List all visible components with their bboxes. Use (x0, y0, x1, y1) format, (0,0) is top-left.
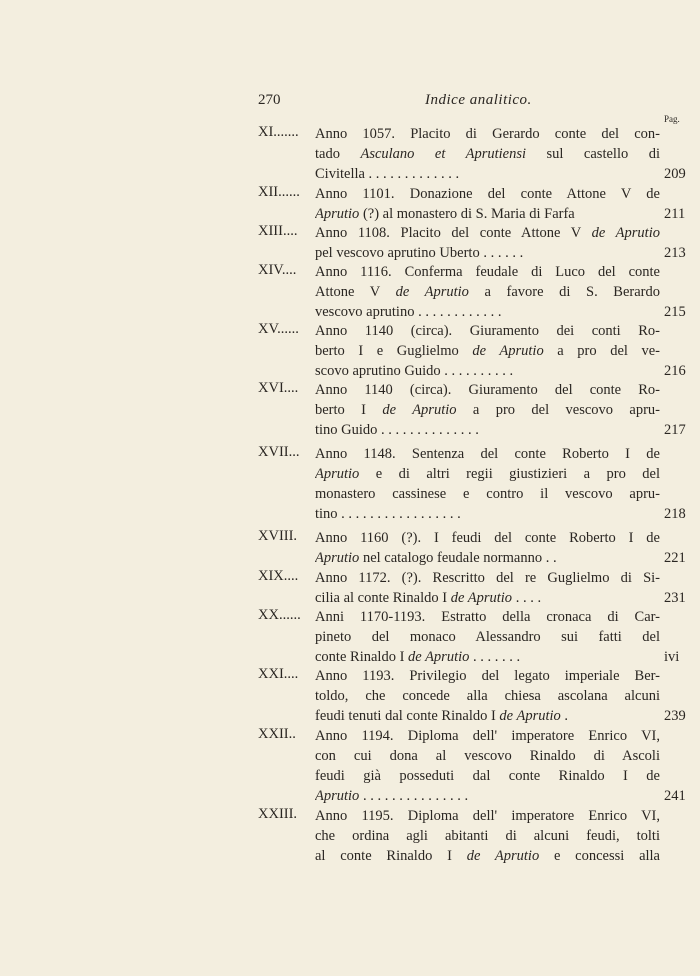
entry-text-line: Attone V de Aprutio a favore di S. Berardo (315, 284, 660, 300)
entry-page-ref: 213 (664, 245, 686, 261)
entry-text-line: tino Guido . . . . . . . . . . . . . . (315, 422, 479, 438)
entry-text-line: Anno 1101. Donazione del conte Attone V de (315, 186, 660, 202)
entry-text-line: Anni 1170-1193. Estratto della cronaca di Car- (315, 609, 660, 625)
entry-numeral: XIV.... (258, 262, 297, 278)
entry-text-line: Aprutio e di altri regii giustizieri a pro del (315, 466, 660, 482)
entry-page-ref: 239 (664, 708, 686, 724)
entry-numeral: XXIII. (258, 806, 298, 822)
entry-text-line: che ordina agli abitanti di alcuni feudi, tolti (315, 828, 660, 844)
entry-text-line: tado Asculano et Aprutiensi sul castello di (315, 146, 660, 162)
entry-numeral: XVI.... (258, 380, 299, 396)
entry-text-line: Civitella . . . . . . . . . . . . . (315, 166, 460, 182)
entry-numeral: XIX.... (258, 568, 299, 584)
entry-text-line: Anno 1193. Privilegio del legato imperiale Ber- (315, 668, 660, 684)
entry-text-line: feudi tenuti dal conte Rinaldo I de Aprutio . (315, 708, 569, 724)
entry-text-line: Anno 1140 (circa). Giuramento dei conti Ro- (315, 323, 660, 339)
entry-page-ref: 209 (664, 166, 686, 182)
entry-text-line: al conte Rinaldo I de Aprutio e concessi alla (315, 848, 660, 864)
entry-text-line: cilia al conte Rinaldo I de Aprutio . . . . (315, 590, 542, 606)
entry-numeral: XXI.... (258, 666, 299, 682)
entry-text-line: monastero cassinese e contro il vescovo apru- (315, 486, 660, 502)
entry-text-line: vescovo aprutino . . . . . . . . . . . . (315, 304, 502, 320)
entry-page-ref: ivi (664, 649, 680, 665)
entry-page-ref: 217 (664, 422, 686, 438)
entry-page-ref: 215 (664, 304, 686, 320)
entry-numeral: XXII.. (258, 726, 296, 742)
entry-numeral: XII...... (258, 184, 300, 200)
entry-page-ref: 221 (664, 550, 686, 566)
entry-text-line: Aprutio (?) al monastero di S. Maria di Farfa (315, 206, 575, 222)
entry-text-line: pel vescovo aprutino Uberto . . . . . . (315, 245, 524, 261)
entry-numeral: XX...... (258, 607, 301, 623)
entry-text-line: Anno 1194. Diploma dell' imperatore Enrico VI, (315, 728, 660, 744)
entry-text-line: pineto del monaco Alessandro sui fatti del (315, 629, 660, 645)
entry-numeral: XV...... (258, 321, 299, 337)
entry-text-line: Aprutio . . . . . . . . . . . . . . . (315, 788, 469, 804)
entry-numeral: XVII... (258, 444, 300, 460)
entry-text-line: Anno 1116. Conferma feudale di Luco del conte (315, 264, 660, 280)
entry-numeral: XI....... (258, 124, 299, 140)
entry-text-line: Anno 1108. Placito del conte Attone V de Aprutio (315, 225, 660, 241)
entry-text-line: tino . . . . . . . . . . . . . . . . . (315, 506, 461, 522)
entry-text-line: Anno 1148. Sentenza del conte Roberto I de (315, 446, 660, 462)
entry-numeral: XVIII. (258, 528, 298, 544)
entry-text-line: con cui dona al vescovo Rinaldo di Ascoli (315, 748, 660, 764)
entry-page-ref: 218 (664, 506, 686, 522)
entry-text-line: berto I e Guglielmo de Aprutio a pro del ve- (315, 343, 660, 359)
entry-text-line: toldo, che concede alla chiesa ascolana alcuni (315, 688, 660, 704)
entry-text-line: Anno 1195. Diploma dell' imperatore Enrico VI, (315, 808, 660, 824)
entry-page-ref: 231 (664, 590, 686, 606)
entry-text-line: feudi già posseduti dal conte Rinaldo I de (315, 768, 660, 784)
entry-text-line: Aprutio nel catalogo feudale normanno . . (315, 550, 557, 566)
entry-text-line: berto I de Aprutio a pro del vescovo apru- (315, 402, 660, 418)
page-column-label: Pag. (664, 114, 680, 124)
entry-page-ref: 241 (664, 788, 686, 804)
entry-page-ref: 216 (664, 363, 686, 379)
page-title: Indice analitico. (425, 92, 532, 108)
entry-text-line: Anno 1160 (?). I feudi del conte Roberto I de (315, 530, 660, 546)
entry-text-line: conte Rinaldo I de Aprutio . . . . . . . (315, 649, 521, 665)
entry-text-line: scovo aprutino Guido . . . . . . . . . . (315, 363, 514, 379)
page-number: 270 (258, 92, 281, 108)
entry-text-line: Anno 1172. (?). Rescritto del re Guglielmo di Si- (315, 570, 660, 586)
entry-text-line: Anno 1140 (circa). Giuramento del conte Ro- (315, 382, 660, 398)
entry-text-line: Anno 1057. Placito di Gerardo conte del con- (315, 126, 660, 142)
entry-numeral: XIII.... (258, 223, 298, 239)
entry-page-ref: 211 (664, 206, 686, 222)
